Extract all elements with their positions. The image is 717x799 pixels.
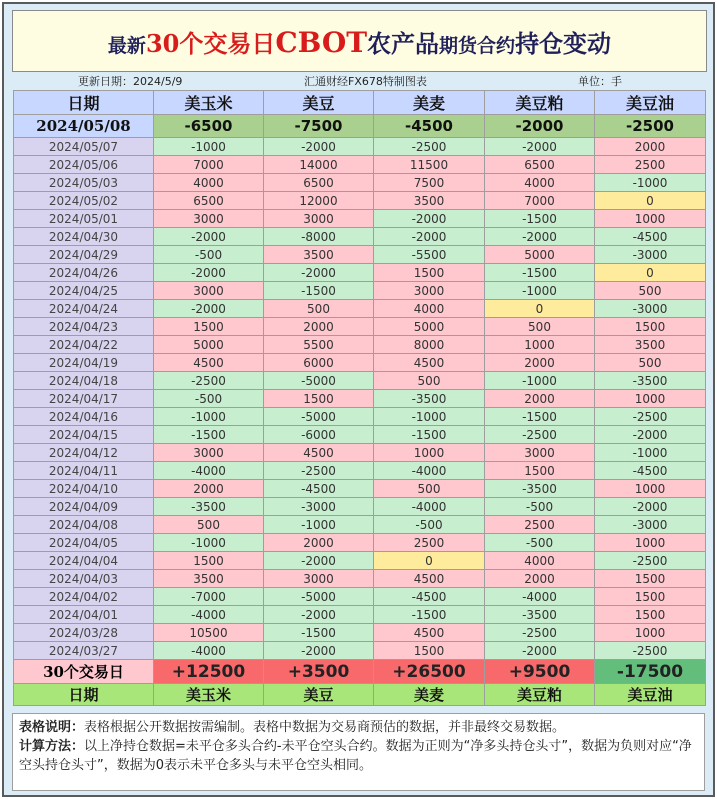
row-date: 2024/04/16 bbox=[14, 408, 154, 426]
value-cell: 1000 bbox=[595, 210, 706, 228]
value-cell: 1000 bbox=[595, 624, 706, 642]
table-row bbox=[14, 282, 706, 300]
row-date: 2024/04/22 bbox=[14, 336, 154, 354]
value-cell: -2000 bbox=[374, 210, 485, 228]
row-date: 2024/04/15 bbox=[14, 426, 154, 444]
value-cell: -500 bbox=[154, 246, 264, 264]
table-row bbox=[14, 642, 706, 660]
value-cell: 5000 bbox=[485, 246, 595, 264]
value-cell: 500 bbox=[595, 282, 706, 300]
value-cell: -500 bbox=[154, 390, 264, 408]
value-cell: -1500 bbox=[264, 624, 374, 642]
value-cell: -4500 bbox=[595, 228, 706, 246]
table-row bbox=[14, 156, 706, 174]
title-part: 持仓变动 bbox=[515, 28, 612, 58]
value-cell: 5000 bbox=[154, 336, 264, 354]
value-cell: -5000 bbox=[264, 408, 374, 426]
row-date: 2024/04/12 bbox=[14, 444, 154, 462]
positions-table bbox=[13, 90, 706, 706]
value-cell: -500 bbox=[485, 534, 595, 552]
row-date: 2024/04/10 bbox=[14, 480, 154, 498]
value-cell: 1000 bbox=[595, 480, 706, 498]
value-cell: 4000 bbox=[485, 174, 595, 192]
value-cell: -1000 bbox=[374, 408, 485, 426]
table-row bbox=[14, 318, 706, 336]
row-date: 2024/04/09 bbox=[14, 498, 154, 516]
row-date: 2024/05/01 bbox=[14, 210, 154, 228]
value-cell: -2000 bbox=[595, 498, 706, 516]
value-cell: 2000 bbox=[485, 570, 595, 588]
value-cell: 6000 bbox=[264, 354, 374, 372]
table-row bbox=[14, 228, 706, 246]
value-cell: 6500 bbox=[154, 192, 264, 210]
value-cell: 2500 bbox=[595, 156, 706, 174]
value-cell: -2000 bbox=[154, 264, 264, 282]
latest-value-cell: -4500 bbox=[374, 115, 485, 138]
value-cell: 3000 bbox=[264, 210, 374, 228]
value-cell: -2000 bbox=[485, 228, 595, 246]
footer-soybean: 美豆 bbox=[264, 684, 374, 706]
value-cell: -1500 bbox=[154, 426, 264, 444]
value-cell: -2000 bbox=[264, 552, 374, 570]
value-cell: 5000 bbox=[374, 318, 485, 336]
footer-date: 日期 bbox=[14, 684, 154, 706]
value-cell: 500 bbox=[595, 354, 706, 372]
value-cell: 7000 bbox=[154, 156, 264, 174]
value-cell: 500 bbox=[154, 516, 264, 534]
totals-label: 30个交易日 bbox=[14, 660, 154, 684]
value-cell: 2000 bbox=[485, 390, 595, 408]
total-cell: -17500 bbox=[595, 660, 706, 684]
value-cell: 3500 bbox=[374, 192, 485, 210]
value-cell: 7500 bbox=[374, 174, 485, 192]
value-cell: -2000 bbox=[264, 606, 374, 624]
row-date: 2024/05/03 bbox=[14, 174, 154, 192]
value-cell: 1500 bbox=[485, 462, 595, 480]
table-row bbox=[14, 408, 706, 426]
value-cell: -2000 bbox=[595, 426, 706, 444]
value-cell: 1500 bbox=[595, 570, 706, 588]
title-banner bbox=[12, 10, 707, 72]
value-cell: -7000 bbox=[154, 588, 264, 606]
value-cell: 3000 bbox=[154, 282, 264, 300]
value-cell: -3000 bbox=[595, 516, 706, 534]
value-cell: -3500 bbox=[595, 372, 706, 390]
note-label: 表格说明： bbox=[19, 720, 85, 735]
value-cell: -4000 bbox=[154, 606, 264, 624]
value-cell: -2000 bbox=[264, 264, 374, 282]
value-cell: -4500 bbox=[595, 462, 706, 480]
value-cell: 1500 bbox=[154, 552, 264, 570]
table-row bbox=[14, 390, 706, 408]
table-row bbox=[14, 372, 706, 390]
value-cell: -2000 bbox=[154, 228, 264, 246]
value-cell: -3000 bbox=[264, 498, 374, 516]
value-cell: 3500 bbox=[595, 336, 706, 354]
value-cell: 12000 bbox=[264, 192, 374, 210]
value-cell: 2000 bbox=[485, 354, 595, 372]
row-date: 2024/03/28 bbox=[14, 624, 154, 642]
value-cell: 3500 bbox=[154, 570, 264, 588]
value-cell: 7000 bbox=[485, 192, 595, 210]
value-cell: 4500 bbox=[154, 354, 264, 372]
value-cell: 10500 bbox=[154, 624, 264, 642]
value-cell: 0 bbox=[485, 300, 595, 318]
row-date: 2024/05/06 bbox=[14, 156, 154, 174]
row-date: 2024/04/24 bbox=[14, 300, 154, 318]
value-cell: 3000 bbox=[154, 444, 264, 462]
row-date: 2024/05/07 bbox=[14, 138, 154, 156]
value-cell: -8000 bbox=[264, 228, 374, 246]
value-cell: 2000 bbox=[264, 318, 374, 336]
value-cell: -1000 bbox=[485, 372, 595, 390]
value-cell: 1500 bbox=[264, 390, 374, 408]
value-cell: 2000 bbox=[595, 138, 706, 156]
value-cell: 14000 bbox=[264, 156, 374, 174]
table-row bbox=[14, 606, 706, 624]
value-cell: -2500 bbox=[595, 552, 706, 570]
value-cell: 1500 bbox=[595, 588, 706, 606]
header-date: 日期 bbox=[14, 91, 154, 115]
footer-soyoil: 美豆油 bbox=[595, 684, 706, 706]
value-cell: -500 bbox=[374, 516, 485, 534]
table-row bbox=[14, 462, 706, 480]
value-cell: 0 bbox=[595, 192, 706, 210]
value-cell: -2500 bbox=[595, 408, 706, 426]
value-cell: -1000 bbox=[154, 534, 264, 552]
latest-row bbox=[14, 115, 706, 138]
value-cell: -1500 bbox=[485, 210, 595, 228]
value-cell: -4000 bbox=[154, 642, 264, 660]
value-cell: -4500 bbox=[374, 588, 485, 606]
value-cell: -5500 bbox=[374, 246, 485, 264]
latest-value-cell: -2500 bbox=[595, 115, 706, 138]
totals-row bbox=[14, 660, 706, 684]
table-row bbox=[14, 426, 706, 444]
value-cell: -3500 bbox=[485, 480, 595, 498]
value-cell: -3500 bbox=[374, 390, 485, 408]
value-cell: 2000 bbox=[154, 480, 264, 498]
value-cell: 4500 bbox=[374, 570, 485, 588]
unit-label: 单位：手 bbox=[578, 75, 622, 88]
title-part: CBOT bbox=[275, 25, 368, 59]
value-cell: -4000 bbox=[374, 498, 485, 516]
table-row bbox=[14, 516, 706, 534]
table-row bbox=[14, 624, 706, 642]
value-cell: 3000 bbox=[264, 570, 374, 588]
value-cell: 1500 bbox=[374, 264, 485, 282]
row-date: 2024/03/27 bbox=[14, 642, 154, 660]
row-date: 2024/04/26 bbox=[14, 264, 154, 282]
header-corn: 美玉米 bbox=[154, 91, 264, 115]
value-cell: 8000 bbox=[374, 336, 485, 354]
table-row bbox=[14, 498, 706, 516]
value-cell: -3500 bbox=[154, 498, 264, 516]
value-cell: -4000 bbox=[374, 462, 485, 480]
value-cell: -2500 bbox=[374, 138, 485, 156]
value-cell: 1000 bbox=[374, 444, 485, 462]
header-soybean: 美豆 bbox=[264, 91, 374, 115]
table-row bbox=[14, 336, 706, 354]
title-part: 农产品 bbox=[367, 28, 440, 58]
value-cell: -1500 bbox=[374, 426, 485, 444]
row-date: 2024/04/02 bbox=[14, 588, 154, 606]
value-cell: 1500 bbox=[595, 606, 706, 624]
value-cell: -1000 bbox=[154, 408, 264, 426]
table-row bbox=[14, 210, 706, 228]
value-cell: -1000 bbox=[595, 174, 706, 192]
value-cell: -1500 bbox=[485, 264, 595, 282]
value-cell: 4500 bbox=[264, 444, 374, 462]
header-soymeal: 美豆粕 bbox=[485, 91, 595, 115]
value-cell: -2500 bbox=[595, 642, 706, 660]
value-cell: 5500 bbox=[264, 336, 374, 354]
table-row bbox=[14, 174, 706, 192]
value-cell: 1000 bbox=[485, 336, 595, 354]
table-row bbox=[14, 354, 706, 372]
row-date: 2024/04/05 bbox=[14, 534, 154, 552]
row-date: 2024/04/29 bbox=[14, 246, 154, 264]
table-row bbox=[14, 138, 706, 156]
value-cell: 3000 bbox=[485, 444, 595, 462]
table-row bbox=[14, 570, 706, 588]
value-cell: 2500 bbox=[485, 516, 595, 534]
value-cell: -500 bbox=[485, 498, 595, 516]
value-cell: 4000 bbox=[374, 300, 485, 318]
note-text: 表格根据公开数据按需编制。表格中数据为交易商预估的数据，并非最终交易数据。 bbox=[84, 720, 566, 735]
row-date: 2024/04/04 bbox=[14, 552, 154, 570]
table-row bbox=[14, 300, 706, 318]
header-soyoil: 美豆油 bbox=[595, 91, 706, 115]
value-cell: -5000 bbox=[264, 588, 374, 606]
value-cell: 3000 bbox=[154, 210, 264, 228]
value-cell: 0 bbox=[595, 264, 706, 282]
value-cell: -4000 bbox=[154, 462, 264, 480]
source-label: 汇通财经FX678特制图表 bbox=[304, 75, 427, 88]
value-cell: -1000 bbox=[595, 444, 706, 462]
note-label: 计算方法： bbox=[19, 739, 85, 754]
title-part: 期货合约 bbox=[439, 34, 516, 57]
table-row bbox=[14, 534, 706, 552]
value-cell: 4500 bbox=[374, 354, 485, 372]
value-cell: 6500 bbox=[485, 156, 595, 174]
title-part: 30个交易日 bbox=[145, 28, 276, 58]
header-wheat: 美麦 bbox=[374, 91, 485, 115]
value-cell: 1500 bbox=[154, 318, 264, 336]
total-cell: +9500 bbox=[485, 660, 595, 684]
value-cell: -3000 bbox=[595, 300, 706, 318]
total-cell: +3500 bbox=[264, 660, 374, 684]
table-row bbox=[14, 588, 706, 606]
value-cell: 4000 bbox=[485, 552, 595, 570]
value-cell: -2500 bbox=[154, 372, 264, 390]
value-cell: 6500 bbox=[264, 174, 374, 192]
note-method bbox=[19, 737, 698, 775]
footer-header-row bbox=[14, 684, 706, 706]
value-cell: -1000 bbox=[154, 138, 264, 156]
value-cell: 500 bbox=[374, 372, 485, 390]
update-date: 更新日期：2024/5/9 bbox=[78, 75, 183, 88]
table-row bbox=[14, 444, 706, 462]
value-cell: -4000 bbox=[485, 588, 595, 606]
row-date: 2024/04/25 bbox=[14, 282, 154, 300]
row-date: 2024/04/03 bbox=[14, 570, 154, 588]
value-cell: 2000 bbox=[264, 534, 374, 552]
value-cell: -2500 bbox=[264, 462, 374, 480]
value-cell: -1500 bbox=[374, 606, 485, 624]
title-part: 最新 bbox=[107, 34, 146, 57]
value-cell: -2000 bbox=[485, 138, 595, 156]
value-cell: -2500 bbox=[485, 624, 595, 642]
row-date: 2024/04/19 bbox=[14, 354, 154, 372]
note-text: 以上净持仓数据=未平仓多头合约-未平仓空头合约。数据为正则为“净多头持仓头寸”，数据为负则对应“净空头持仓头寸”，数据为0表示未平仓多头与未平仓空头相同。 bbox=[19, 739, 692, 773]
value-cell: 3000 bbox=[374, 282, 485, 300]
row-date: 2024/04/01 bbox=[14, 606, 154, 624]
value-cell: 11500 bbox=[374, 156, 485, 174]
header-row bbox=[14, 91, 706, 115]
value-cell: -1000 bbox=[264, 516, 374, 534]
value-cell: 1000 bbox=[595, 390, 706, 408]
latest-value-cell: -6500 bbox=[154, 115, 264, 138]
table-row bbox=[14, 552, 706, 570]
value-cell: 4000 bbox=[154, 174, 264, 192]
note-description bbox=[19, 718, 698, 737]
value-cell: -2000 bbox=[264, 642, 374, 660]
value-cell: 4500 bbox=[374, 624, 485, 642]
value-cell: 500 bbox=[264, 300, 374, 318]
row-date: 2024/04/30 bbox=[14, 228, 154, 246]
value-cell: -2000 bbox=[374, 228, 485, 246]
value-cell: -3500 bbox=[485, 606, 595, 624]
table-row bbox=[14, 192, 706, 210]
footer-wheat: 美麦 bbox=[374, 684, 485, 706]
value-cell: 1500 bbox=[595, 318, 706, 336]
footer-corn: 美玉米 bbox=[154, 684, 264, 706]
row-date: 2024/04/23 bbox=[14, 318, 154, 336]
value-cell: 0 bbox=[374, 552, 485, 570]
value-cell: 500 bbox=[485, 318, 595, 336]
value-cell: -1500 bbox=[485, 408, 595, 426]
value-cell: 3500 bbox=[264, 246, 374, 264]
value-cell: -3000 bbox=[595, 246, 706, 264]
row-date: 2024/05/02 bbox=[14, 192, 154, 210]
row-date: 2024/04/17 bbox=[14, 390, 154, 408]
row-date: 2024/04/11 bbox=[14, 462, 154, 480]
row-date: 2024/04/08 bbox=[14, 516, 154, 534]
value-cell: -1000 bbox=[485, 282, 595, 300]
page-title bbox=[108, 24, 611, 59]
value-cell: -1500 bbox=[264, 282, 374, 300]
row-date: 2024/04/18 bbox=[14, 372, 154, 390]
table-row bbox=[14, 264, 706, 282]
table-row bbox=[14, 246, 706, 264]
report-frame bbox=[2, 2, 715, 797]
value-cell: -2500 bbox=[485, 426, 595, 444]
latest-date: 2024/05/08 bbox=[14, 115, 154, 138]
footer-soymeal: 美豆粕 bbox=[485, 684, 595, 706]
value-cell: -2000 bbox=[154, 300, 264, 318]
value-cell: -4500 bbox=[264, 480, 374, 498]
table-row bbox=[14, 480, 706, 498]
value-cell: 2500 bbox=[374, 534, 485, 552]
value-cell: 1500 bbox=[374, 642, 485, 660]
value-cell: -2000 bbox=[264, 138, 374, 156]
value-cell: 1000 bbox=[595, 534, 706, 552]
value-cell: 500 bbox=[374, 480, 485, 498]
value-cell: -5000 bbox=[264, 372, 374, 390]
total-cell: +12500 bbox=[154, 660, 264, 684]
value-cell: -2000 bbox=[485, 642, 595, 660]
total-cell: +26500 bbox=[374, 660, 485, 684]
latest-value-cell: -2000 bbox=[485, 115, 595, 138]
notes-panel bbox=[12, 713, 705, 791]
latest-value-cell: -7500 bbox=[264, 115, 374, 138]
meta-bar bbox=[12, 72, 705, 88]
value-cell: -6000 bbox=[264, 426, 374, 444]
